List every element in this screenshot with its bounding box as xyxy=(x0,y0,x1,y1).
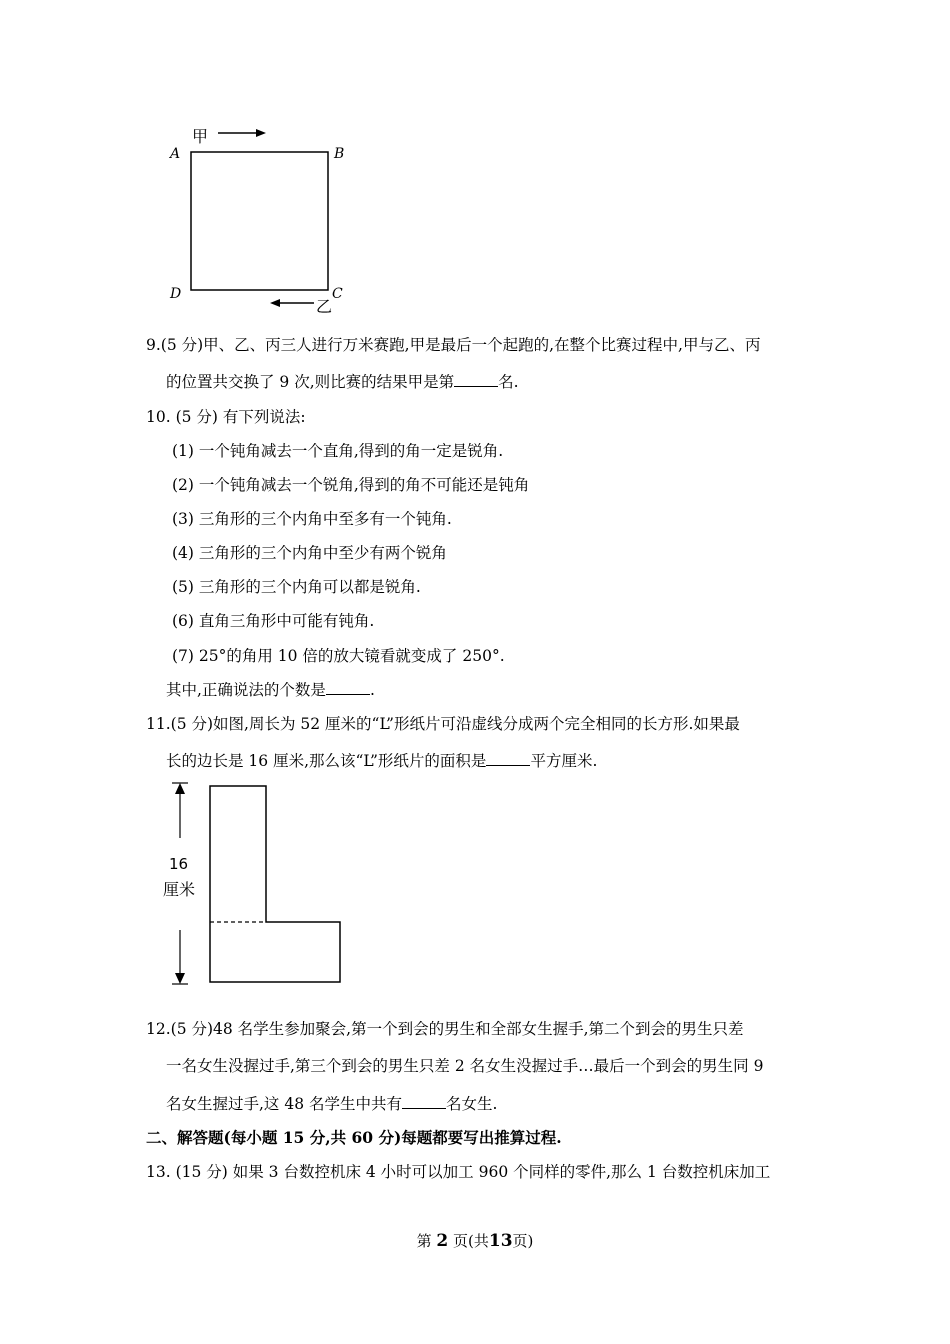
square-abcd xyxy=(191,152,328,290)
dim-value-label: 16 xyxy=(169,855,189,873)
q10-ask-pre: 其中,正确说法的个数是 xyxy=(166,681,326,699)
l-shape-figure xyxy=(160,780,360,990)
section2-title: 二、解答题(每小题 15 分,共 60 分)每题都要写出推算过程. xyxy=(146,1128,562,1147)
footer-mid: 页(共 xyxy=(453,1232,489,1250)
dim-unit-label: 厘米 xyxy=(163,880,196,899)
q9-answer-blank xyxy=(454,372,498,387)
square-diagram xyxy=(160,120,360,320)
dim-arrow-bottom-head xyxy=(175,973,185,984)
vertex-c-label: C xyxy=(332,286,343,302)
q9-line2-post: 名. xyxy=(498,373,519,391)
q12-line2: 一名女生没握过手,第三个到会的男生只差 2 名女生没握过手…最后一个到会的男生同 9 xyxy=(166,1057,764,1075)
q11-line2 xyxy=(166,751,597,771)
square-figure xyxy=(160,120,360,320)
q10-item-5: (5) 三角形的三个内角可以都是锐角. xyxy=(172,578,421,596)
dim-arrow-top-head xyxy=(175,783,185,794)
q10-item-4: (4) 三角形的三个内角中至少有两个锐角 xyxy=(172,544,447,562)
vertex-b-label: B xyxy=(334,146,345,162)
q10-item-7: (7) 25°的角用 10 倍的放大镜看就变成了 250°. xyxy=(172,647,505,665)
q10-stem: 10. (5 分) 有下列说法: xyxy=(146,408,306,426)
q10-item-1: (1) 一个钝角减去一个直角,得到的角一定是锐角. xyxy=(172,442,504,460)
q13-line1: 13. (15 分) 如果 3 台数控机床 4 小时可以加工 960 个同样的零件,那么 1 台数控机床加工 xyxy=(146,1163,771,1181)
arrow-jia-head xyxy=(256,129,266,137)
runner-jia-label: 甲 xyxy=(192,127,209,146)
q9-line2 xyxy=(166,372,519,392)
q12-answer-blank xyxy=(402,1094,446,1109)
footer-total-pages: 13 xyxy=(488,1231,513,1251)
footer-post: 页) xyxy=(512,1232,534,1250)
q12-line3 xyxy=(166,1094,497,1114)
q10-item-6: (6) 直角三角形中可能有钝角. xyxy=(172,612,375,630)
q10-ask-post: . xyxy=(369,681,375,699)
q12-line3-post: 名女生. xyxy=(446,1095,498,1113)
q11-line2-pre: 长的边长是 16 厘米,那么该“L”形纸片的面积是 xyxy=(166,752,487,770)
l-shape-outline xyxy=(210,786,340,982)
q10-item-3: (3) 三角形的三个内角中至多有一个钝角. xyxy=(172,510,452,528)
q12-line1: 12.(5 分)48 名学生参加聚会,第一个到会的男生和全部女生握手,第二个到会的男生只差 xyxy=(146,1020,744,1038)
q11-answer-blank xyxy=(486,751,530,766)
q11-line2-post: 平方厘米. xyxy=(530,752,598,770)
runner-yi-label: 乙 xyxy=(316,297,333,316)
arrow-yi-head xyxy=(270,299,280,307)
footer-page-number: 2 xyxy=(436,1231,449,1251)
q9-line1: 9.(5 分)甲、乙、丙三人进行万米赛跑,甲是最后一个起跑的,在整个比赛过程中,甲与乙、丙 xyxy=(146,336,761,354)
q12-line3-pre: 名女生握过手,这 48 名学生中共有 xyxy=(166,1095,403,1113)
q10-ask xyxy=(166,680,375,700)
footer-pre: 第 xyxy=(416,1232,432,1250)
q10-answer-blank xyxy=(326,680,370,695)
vertex-d-label: D xyxy=(170,286,182,302)
q11-line1: 11.(5 分)如图,周长为 52 厘米的“L”形纸片可沿虚线分成两个完全相同的长方形.如果最 xyxy=(146,715,740,733)
vertex-a-label: A xyxy=(170,146,181,162)
page-footer xyxy=(0,1230,950,1251)
q10-item-2: (2) 一个钝角减去一个锐角,得到的角不可能还是钝角 xyxy=(172,476,530,494)
q9-line2-pre: 的位置共交换了 9 次,则比赛的结果甲是第 xyxy=(166,373,455,391)
